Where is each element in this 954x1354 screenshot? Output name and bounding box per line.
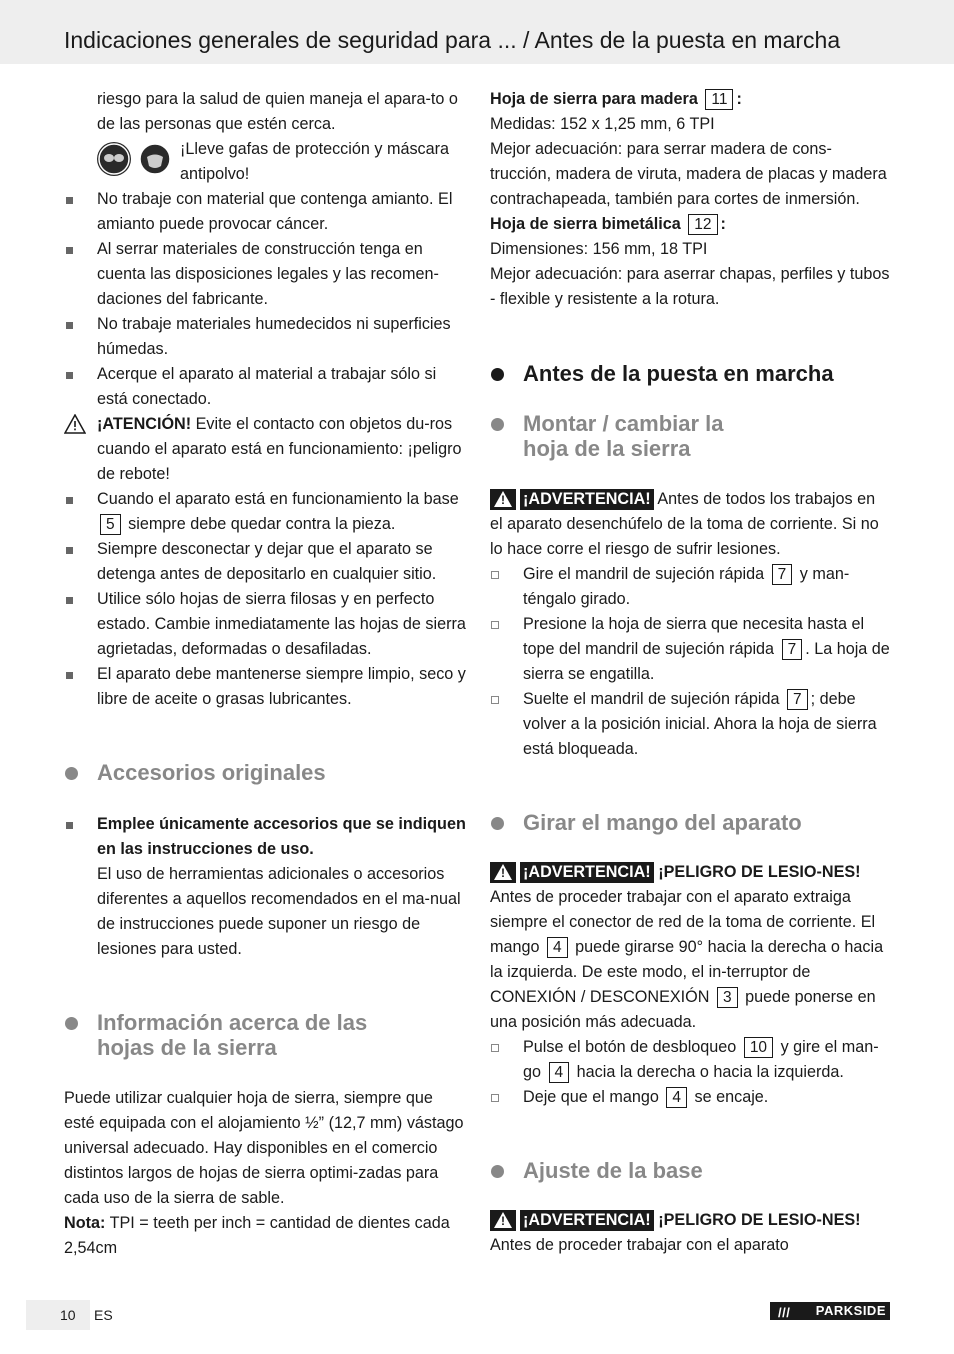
warning-text: Antes de proceder trabajar con el aparato [490,1236,789,1254]
step-text: ; debe volver a la posición inicial. Ahora la hoja de sierra está bloqueada. [523,690,877,758]
danger-label: ¡PELIGRO DE LESIO-NES! [658,863,861,881]
wood-blade-heading: Hoja de sierra para madera 11 : [490,90,742,108]
logo-stripes-icon: /// [778,1305,791,1320]
warning-icon [490,862,516,883]
part-number: 10 [744,1037,773,1058]
dust-mask-icon [138,142,172,176]
bullet-text: siempre debe quedar contra la pieza. [128,515,396,533]
wood-dims: Medidas: 152 x 1,25 mm, 6 TPI [490,115,715,133]
warning-text: Antes de proceder trabajar con el aparato extraiga siempre el conector de red de la toma de corriente. El mango [490,888,876,956]
step-text: y man-téngalo girado. [523,565,850,608]
list-item [64,812,466,962]
section-heading [490,1158,892,1183]
info-text: Puede utilizar cualquier hoja de sierra, siempre que esté equipada con el alojamiento ½” (12,7 mm) vástago universal adecuado. Hay disponibles en el comercio distintos largos de hojas de sierra optimi-zadas para [64,1089,464,1182]
heading-text: Girar el mango del aparato [523,810,802,835]
bullet-text: El uso de herramientas adicionales o accesorios diferentes a aquellos recomendados en el ma-nual de instrucciones puede suponer un riesgo de lesiones para usted. [97,865,461,958]
step-text: Gire el mandril de sujeción rápida [523,565,765,583]
part-number: 4 [547,937,568,958]
step-text: hacia la derecha o hacia la izquierda. [576,1063,844,1081]
warning-note [490,1208,892,1258]
part-number: 3 [717,987,738,1008]
warning-text: Antes de todos los trabajos en el aparato desenchúfelo de la toma de corriente. Si no lo hace corre el riesgo de sufrir lesiones. [490,490,879,558]
section-heading [64,760,466,785]
list-item [490,562,892,612]
warning-label: ¡ADVERTENCIA! [520,862,654,883]
warning-label: ¡ADVERTENCIA! [520,489,654,510]
part-number: 5 [100,514,121,535]
heading-text: hoja de la sierra [523,436,691,461]
warning-note [490,487,892,562]
ppe-icons [97,142,172,184]
section-heading [64,1010,466,1060]
attention-note [64,412,466,487]
list-item [490,612,892,687]
bimetal-dims: Dimensiones: 156 mm, 18 TPI [490,240,708,258]
list-item [64,587,466,662]
goggles-icon [97,142,131,176]
step-text: se encaje. [694,1088,769,1106]
bullet-bold: Emplee únicamente accesorios que se indiquen en las instrucciones de uso. [97,815,466,858]
ppe-text: ¡Lleve gafas de protección y máscara antipolvo! [180,140,450,183]
warning-note [490,860,892,1035]
list-item [490,1035,892,1085]
list-item [64,537,466,587]
part-number: 7 [782,639,803,660]
step-text: Pulse el botón de desbloqueo [523,1038,737,1056]
bullet-text: No trabaje materiales humedecidos ni superficies húmedas. [97,315,451,358]
note-label: Nota: [64,1214,106,1232]
page-title: Indicaciones generales de seguridad para ... / Antes de la puesta en marcha [64,27,841,53]
step-text: . La hoja de sierra se engatilla. [523,640,890,683]
list-item [64,487,466,537]
part-number: 12 [688,214,717,235]
attention-label: ¡ATENCIÓN! [97,415,192,433]
bimetal-use: Mejor adecuación: para aserrar chapas, perfiles y tubos - flexible y resistente a la rotura. [490,265,890,308]
bullet-text: Al serrar materiales de construcción tenga en cuenta las disposiciones legales y las recomen-daciones del fabricante. [97,240,439,308]
language-code: ES [94,1307,113,1323]
list-item [490,687,892,762]
list-item [64,362,466,412]
step-text: Deje que el mango [523,1088,659,1106]
wood-blade-label: Hoja de sierra para madera [490,90,698,108]
section-heading [490,361,892,386]
list-item [490,1085,892,1110]
part-number: 7 [772,564,793,585]
part-number: 11 [705,89,733,110]
warning-icon [490,1210,516,1231]
brand-name: PARKSIDE [815,1303,886,1318]
part-number: 7 [787,689,808,710]
step-text: Suelte el mandril de sujeción rápida [523,690,780,708]
warning-label: ¡ADVERTENCIA! [520,1210,654,1231]
bullet-text: Utilice sólo hojas de sierra filosas y en perfecto estado. Cambie inmediatamente las hojas de sierra agrietadas, deformadas o desafiladas. [97,590,466,658]
brand-logo [770,1302,890,1320]
warning-triangle-icon [64,414,86,434]
section-heading [490,810,892,835]
ppe-note [64,137,466,187]
bullet-text: Siempre desconectar y dejar que el aparato se detenga antes de depositarlo en cualquier sitio. [97,540,437,583]
bullet-text: No trabaje con material que contenga amianto. El amianto puede provocar cáncer. [97,190,453,233]
list-item [64,237,466,312]
list-item [64,187,466,237]
heading-text: Ajuste de la base [523,1158,703,1183]
note [64,1211,466,1261]
warning-text: puede girarse 90° hacia la derecha o hacia la izquierda. De este modo, el in-terruptor de CONEXIÓN / DESCONEXIÓN [490,938,884,1006]
right-column [490,87,892,1258]
bullet-text: Acerque el aparato al material a trabajar sólo si está conectado. [97,365,437,408]
bimetal-blade-heading: Hoja de sierra bimetálica 12 : [490,215,726,233]
info-text-2: cada uso de la sierra de sable. [64,1189,285,1207]
heading-text: Montar / cambiar la [523,411,724,436]
heading-text: Información acerca de las [97,1010,368,1035]
bullet-text: Cuando el aparato está en funcionamiento la base [97,490,459,508]
left-column [64,87,466,1261]
warning-icon [490,489,516,510]
list-item [64,662,466,712]
part-number: 4 [666,1087,687,1108]
danger-label: ¡PELIGRO DE LESIO-NES! [658,1211,861,1229]
heading-text: hojas de la sierra [97,1035,277,1060]
part-number: 4 [549,1062,570,1083]
bullet-text: El aparato debe mantenerse siempre limpio, seco y libre de aceite o grasas lubricantes. [97,665,466,708]
page-footer [26,1300,113,1330]
page-header [0,0,954,64]
step-text: y gire el man-go [523,1038,879,1081]
section-heading [490,411,892,461]
wood-use: Mejor adecuación: para serrar madera de cons-trucción, madera de viruta, madera de placas y madera contrachapeada, también para cortes de inmersión. [490,140,887,208]
attention-text: Evite el contacto con objetos du-ros cuando el aparato está en funcionamiento: ¡peligro de rebote! [97,415,462,483]
list-item [64,312,466,362]
page-number: 10 [60,1307,76,1323]
note-text: TPI = teeth per inch = cantidad de dientes cada 2,54cm [64,1214,450,1257]
step-text: Presione la hoja de sierra que necesita hasta el tope del mandril de sujeción rápida [523,615,865,658]
heading-text: Accesorios originales [97,760,326,785]
warning-text: puede ponerse en una posición más adecuada. [490,988,876,1031]
heading-text: Antes de la puesta en marcha [523,361,834,386]
bimetal-blade-label: Hoja de sierra bimetálica [490,215,681,233]
intro-text: riesgo para la salud de quien maneja el apara-to o de las personas que estén cerca. [97,90,458,133]
